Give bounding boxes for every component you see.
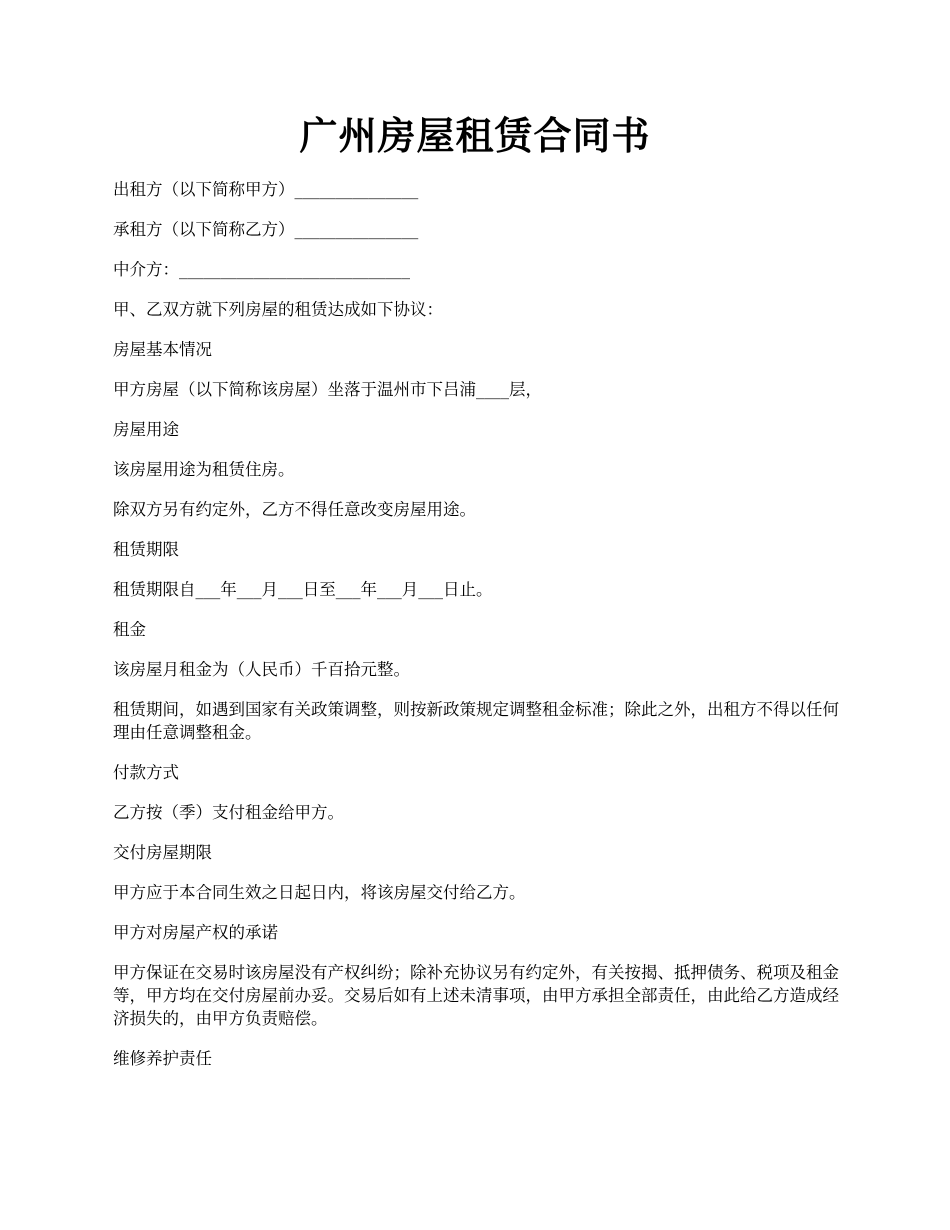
- agent-line: 中介方：____________________________: [113, 260, 410, 279]
- party-a-line: 出租方（以下简称甲方）_______________: [113, 180, 419, 199]
- term-clause: 租赁期限自___年___月___日至___年___月___日止。: [113, 580, 493, 599]
- usage-clause: 该房屋用途为租赁住房。: [113, 460, 295, 479]
- rent-adjustment-clause: 租赁期间，如遇到国家有关政策调整，则按新政策规定调整租金标准；除此之外，出租方不得以任何理由任意调整租金。: [113, 700, 839, 742]
- section-heading-maintenance: 维修养护责任: [113, 1049, 212, 1068]
- payment-clause: 乙方按（季）支付租金给甲方。: [113, 803, 344, 822]
- house-location-clause: 甲方房屋（以下简称该房屋）坐落于温州市下吕浦____层，: [113, 380, 542, 399]
- section-heading-term: 租赁期限: [113, 540, 179, 559]
- section-heading-delivery: 交付房屋期限: [113, 843, 212, 862]
- delivery-clause: 甲方应于本合同生效之日起日内，将该房屋交付给乙方。: [113, 883, 526, 902]
- party-b-line: 承租方（以下简称乙方）_______________: [113, 220, 419, 239]
- section-heading-title-warranty: 甲方对房屋产权的承诺: [113, 923, 278, 942]
- document-body: [113, 178, 841, 1087]
- rent-amount-clause: 该房屋月租金为（人民币）千百拾元整。: [113, 660, 410, 679]
- section-heading-house-info: 房屋基本情况: [113, 340, 212, 359]
- section-heading-rent: 租金: [113, 620, 146, 639]
- usage-restriction-clause: 除双方另有约定外，乙方不得任意改变房屋用途。: [113, 500, 476, 519]
- document-title: 广州房屋租赁合同书: [299, 113, 651, 158]
- title-warranty-clause: 甲方保证在交易时该房屋没有产权纠纷；除补充协议另有约定外，有关按揭、抵押债务、税项及租金等，甲方均在交付房屋前办妥。交易后如有上述未清事项，由甲方承担全部责任，由此给乙方造成经济损失的，由甲方负责赔偿。: [113, 963, 839, 1028]
- agreement-intro: 甲、乙双方就下列房屋的租赁达成如下协议：: [113, 300, 443, 319]
- section-heading-payment: 付款方式: [113, 763, 179, 782]
- section-heading-usage: 房屋用途: [113, 420, 179, 439]
